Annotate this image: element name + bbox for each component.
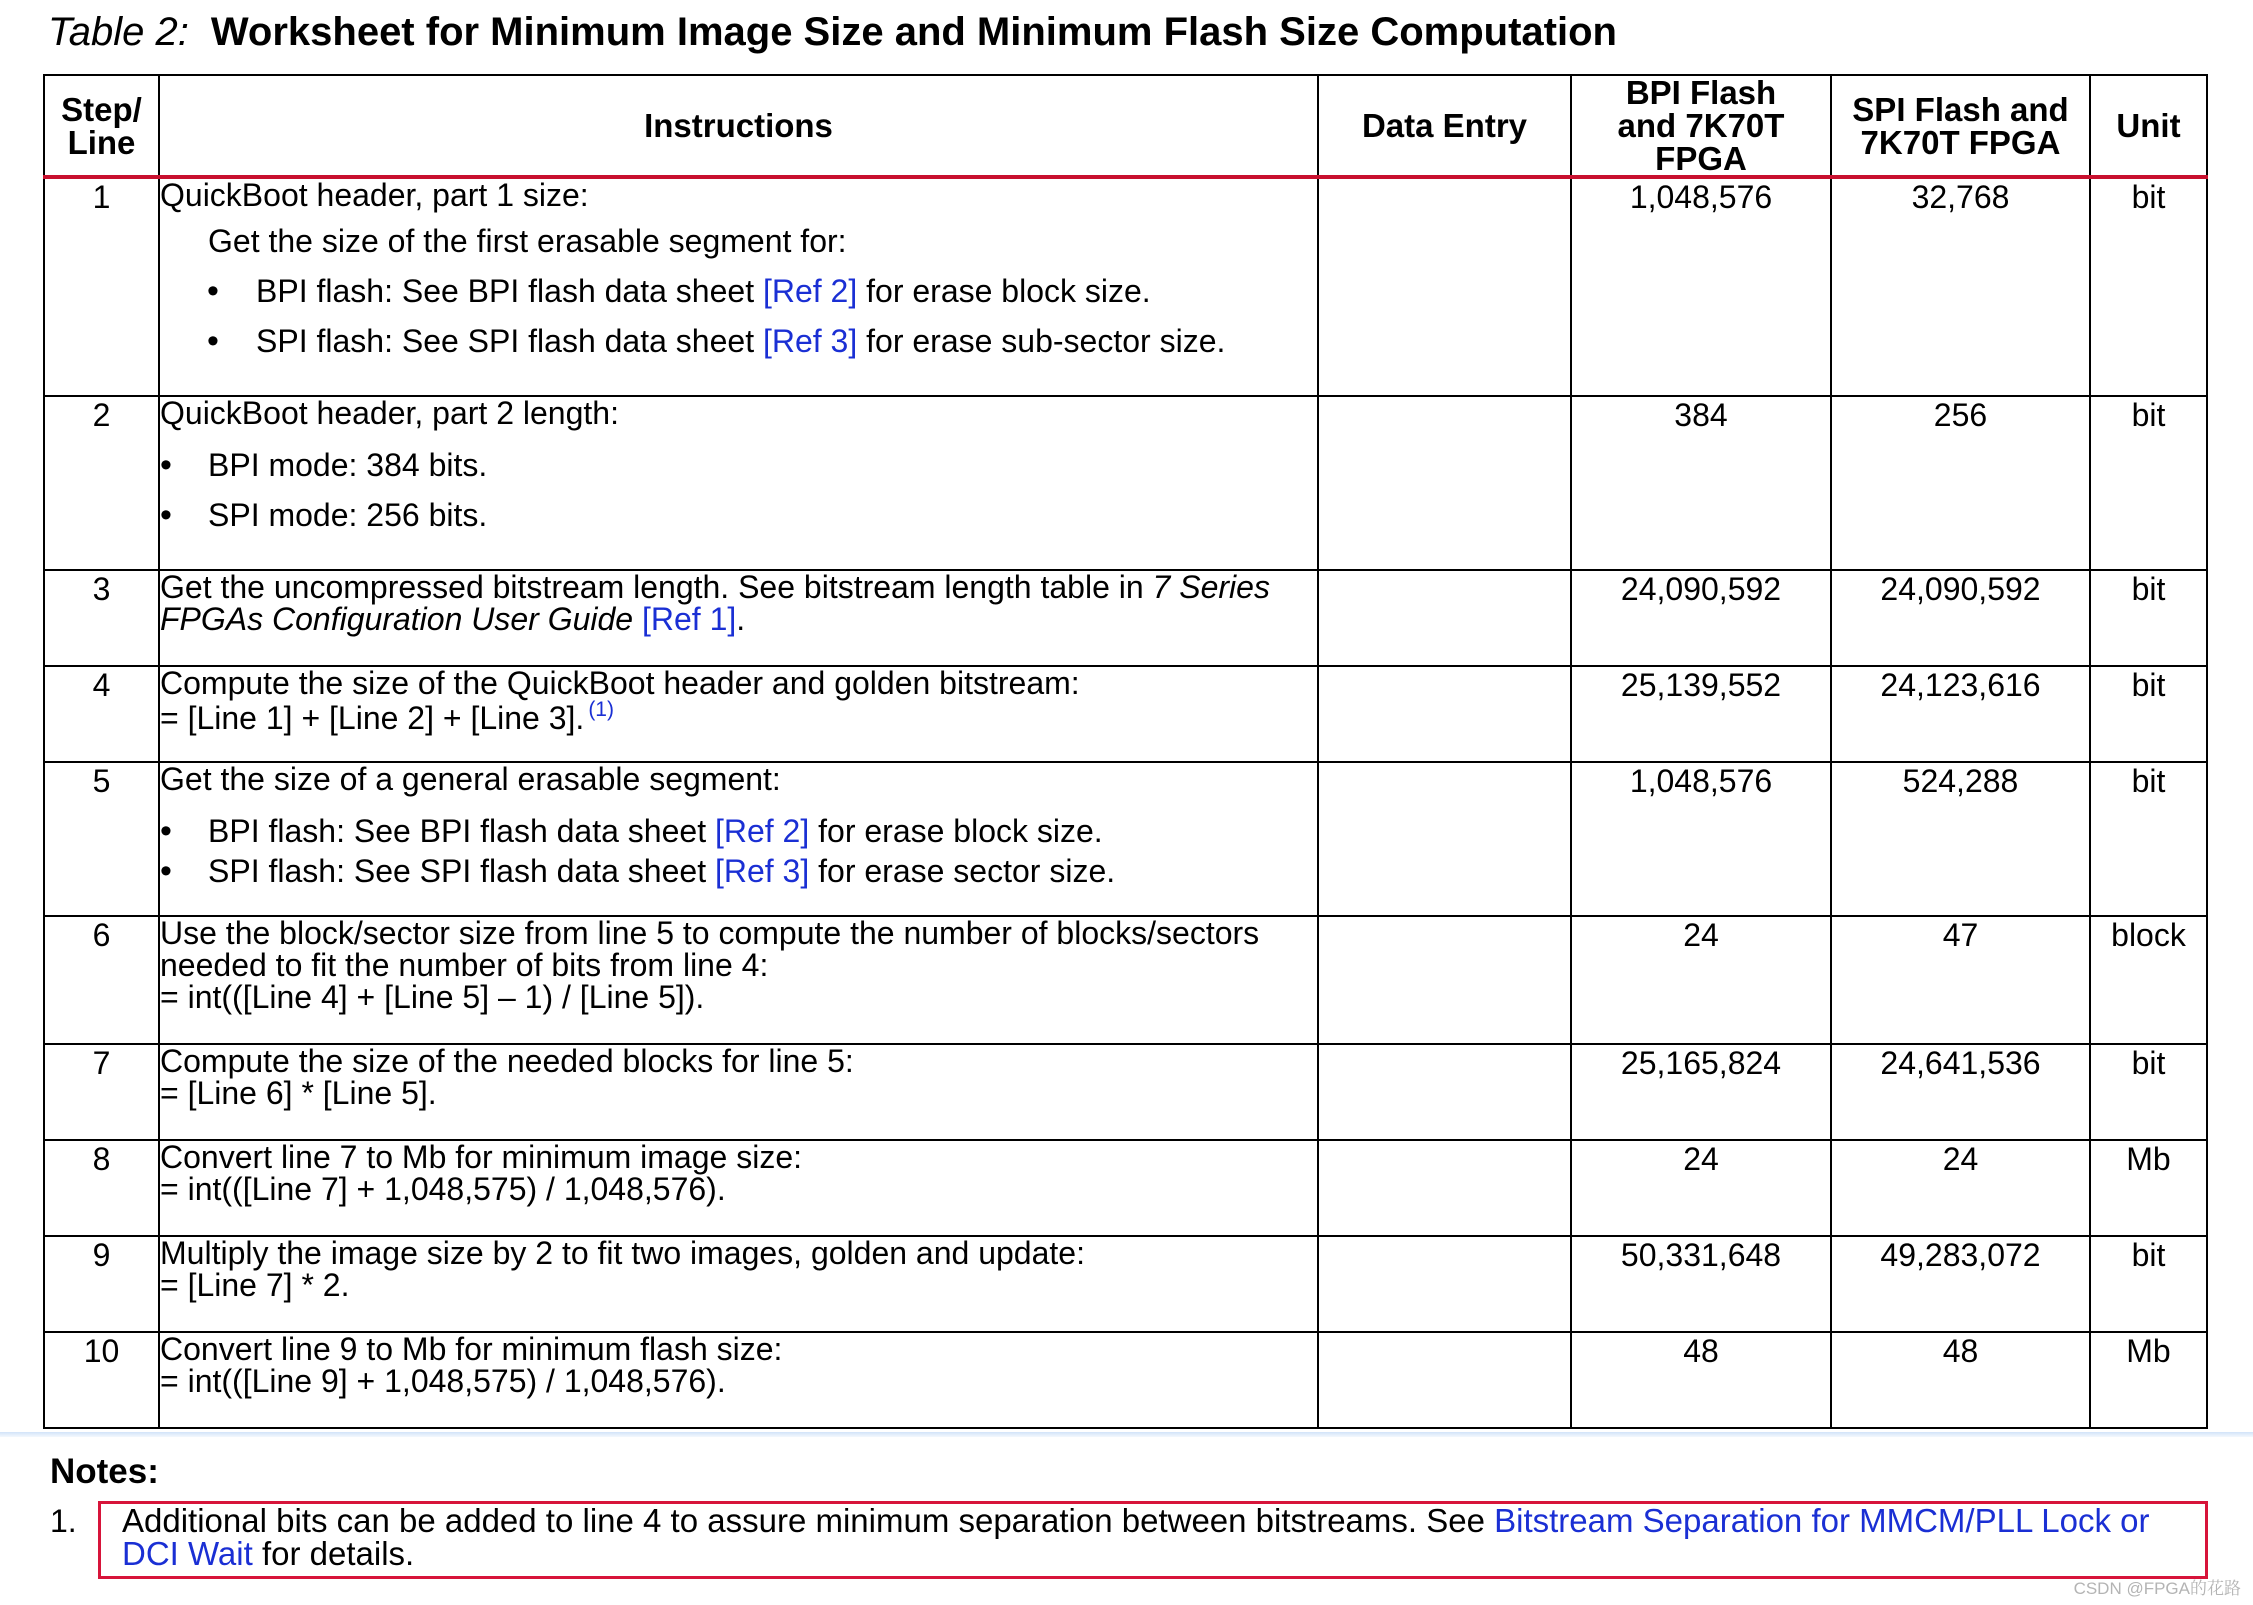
data-entry-cell[interactable] (1318, 570, 1571, 666)
data-entry-cell[interactable] (1318, 1140, 1571, 1236)
data-entry-cell[interactable] (1318, 916, 1571, 1044)
step-cell: 5 (44, 762, 159, 916)
bullet-text: for erase sector size. (809, 853, 1116, 889)
header-instructions: Instructions (159, 75, 1318, 177)
spi-value-cell: 49,283,072 (1831, 1236, 2090, 1332)
unit-cell: bit (2090, 570, 2207, 666)
table-row (44, 1044, 2207, 1140)
ref-link[interactable]: [Ref 1] (641, 601, 737, 637)
note-number: 1. (50, 1503, 77, 1539)
table-row (44, 177, 2207, 396)
header-step-line: Step/ Line (44, 75, 159, 177)
note-text (122, 1504, 2202, 1570)
bpi-value-cell: 50,331,648 (1571, 1236, 1831, 1332)
spi-value-cell: 47 (1831, 916, 2090, 1044)
bpi-value-cell: 24 (1571, 916, 1831, 1044)
table-row (44, 916, 2207, 1044)
spi-value-cell: 524,288 (1831, 762, 2090, 916)
spi-value-cell: 24,090,592 (1831, 570, 2090, 666)
bullet-item (160, 815, 1317, 847)
bullet-item (160, 275, 1317, 307)
data-entry-cell[interactable] (1318, 666, 1571, 762)
spi-value-cell: 256 (1831, 396, 2090, 570)
instruction-text: Use the block/sector size from line 5 to compute the number of blocks/sectors needed to fit the number of bits from line 4: (160, 915, 1260, 983)
table-caption (48, 10, 1617, 55)
data-entry-cell[interactable] (1318, 1044, 1571, 1140)
instructions-cell (159, 1140, 1318, 1236)
table-row (44, 1236, 2207, 1332)
formula-text: = int(([Line 4] + [Line 5] – 1) / [Line 5]). (160, 979, 705, 1015)
bullet-text: SPI flash: See SPI flash data sheet (208, 853, 715, 889)
ref-link[interactable]: [Ref 3] (762, 323, 858, 359)
bpi-value-cell: 384 (1571, 396, 1831, 570)
instruction-text: Convert line 7 to Mb for minimum image size: (160, 1139, 802, 1175)
footnote-link[interactable]: (1) (588, 698, 614, 721)
unit-cell: Mb (2090, 1140, 2207, 1236)
bpi-value-cell: 25,139,552 (1571, 666, 1831, 762)
formula-text: = int(([Line 7] + 1,048,575) / 1,048,576). (160, 1171, 726, 1207)
caption-title: Worksheet for Minimum Image Size and Minimum Flash Size Computation (210, 10, 1617, 54)
header-row (44, 75, 2207, 177)
instruction-text: Multiply the image size by 2 to fit two images, golden and update: (160, 1235, 1085, 1271)
note-text-start: Additional bits can be added to line 4 to assure minimum separation between bitstreams. See (122, 1502, 1495, 1539)
table-row (44, 1332, 2207, 1428)
formula-text: = [Line 6] * [Line 5]. (160, 1075, 437, 1111)
caption-label: Table 2: (48, 10, 189, 54)
unit-cell: Mb (2090, 1332, 2207, 1428)
ref-link[interactable]: [Ref 2] (714, 813, 810, 849)
data-entry-cell[interactable] (1318, 762, 1571, 916)
instructions-cell (159, 666, 1318, 762)
bullet-text: BPI flash: See BPI flash data sheet (208, 813, 715, 849)
step-cell: 4 (44, 666, 159, 762)
unit-cell: bit (2090, 666, 2207, 762)
bullet-text: for erase sub-sector size. (857, 323, 1226, 359)
step-cell: 1 (44, 177, 159, 396)
instructions-cell (159, 1332, 1318, 1428)
step-cell: 8 (44, 1140, 159, 1236)
section-divider (0, 1432, 2253, 1437)
spi-value-cell: 24 (1831, 1140, 2090, 1236)
watermark: CSDN @FPGA的花路 (2073, 1579, 2241, 1598)
step-cell: 10 (44, 1332, 159, 1428)
instruction-text: QuickBoot header, part 1 size: (160, 177, 589, 213)
bpi-value-cell: 48 (1571, 1332, 1831, 1428)
bullet-item (160, 325, 1317, 357)
bullet-text: BPI flash: See BPI flash data sheet (256, 273, 763, 309)
instructions-cell (159, 570, 1318, 666)
data-entry-cell[interactable] (1318, 1236, 1571, 1332)
bpi-value-cell: 24 (1571, 1140, 1831, 1236)
section-link[interactable]: Bitstream Separation for MMCM/PLL Lock or DCI Wait (122, 1502, 2150, 1572)
formula-text: = int(([Line 9] + 1,048,575) / 1,048,576). (160, 1363, 726, 1399)
instructions-cell (159, 1044, 1318, 1140)
header-unit: Unit (2090, 75, 2207, 177)
instruction-text: Get the uncompressed bitstream length. See bitstream length table in (160, 569, 1153, 605)
ref-link[interactable]: [Ref 2] (762, 273, 858, 309)
bullet-text: for erase block size. (857, 273, 1151, 309)
note-text-end: for details. (252, 1535, 415, 1572)
bullet-text: SPI flash: See SPI flash data sheet (256, 323, 763, 359)
instruction-text: Compute the size of the QuickBoot header and golden bitstream: (160, 665, 1080, 701)
table-row (44, 762, 2207, 916)
instructions-cell (159, 1236, 1318, 1332)
data-entry-cell[interactable] (1318, 177, 1571, 396)
header-spi-flash: SPI Flash and 7K70T FPGA (1831, 75, 2090, 177)
instruction-text: . (736, 601, 746, 637)
instructions-cell (159, 916, 1318, 1044)
table-row (44, 570, 2207, 666)
spi-value-cell: 24,641,536 (1831, 1044, 2090, 1140)
unit-cell: bit (2090, 1236, 2207, 1332)
worksheet-table (43, 74, 2208, 1429)
spi-value-cell: 32,768 (1831, 177, 2090, 396)
instruction-subtext: Get the size of the first erasable segment for: (208, 223, 847, 259)
instruction-text: Convert line 9 to Mb for minimum flash size: (160, 1331, 783, 1367)
bullet-item (160, 855, 1317, 887)
header-bpi-flash: BPI Flash and 7K70T FPGA (1571, 75, 1831, 177)
step-cell: 2 (44, 396, 159, 570)
instruction-text: Get the size of a general erasable segment: (160, 761, 781, 797)
unit-cell: block (2090, 916, 2207, 1044)
formula-text: = [Line 1] + [Line 2] + [Line 3]. (160, 700, 585, 736)
step-cell: 3 (44, 570, 159, 666)
step-cell: 7 (44, 1044, 159, 1140)
instruction-text: QuickBoot header, part 2 length: (160, 395, 619, 431)
bpi-value-cell: 24,090,592 (1571, 570, 1831, 666)
data-entry-cell[interactable] (1318, 1332, 1571, 1428)
unit-cell: bit (2090, 762, 2207, 916)
instructions-cell (159, 396, 1318, 570)
bullet-text: for erase block size. (809, 813, 1103, 849)
bpi-value-cell: 25,165,824 (1571, 1044, 1831, 1140)
table-row (44, 666, 2207, 762)
unit-cell: bit (2090, 177, 2207, 396)
notes-heading: Notes: (50, 1452, 159, 1491)
bpi-value-cell: 1,048,576 (1571, 177, 1831, 396)
bpi-value-cell: 1,048,576 (1571, 762, 1831, 916)
instruction-text: Compute the size of the needed blocks for line 5: (160, 1043, 854, 1079)
ref-link[interactable]: [Ref 3] (714, 853, 810, 889)
table-row (44, 396, 2207, 570)
spi-value-cell: 24,123,616 (1831, 666, 2090, 762)
data-entry-cell[interactable] (1318, 396, 1571, 570)
unit-cell: bit (2090, 396, 2207, 570)
unit-cell: bit (2090, 1044, 2207, 1140)
instructions-cell (159, 762, 1318, 916)
header-data-entry: Data Entry (1318, 75, 1571, 177)
bullet-item: • SPI mode: 256 bits. (160, 499, 1317, 531)
step-cell: 9 (44, 1236, 159, 1332)
formula-text: = [Line 7] * 2. (160, 1267, 350, 1303)
formula-line (160, 699, 1317, 734)
spi-value-cell: 48 (1831, 1332, 2090, 1428)
document-title-italic: 7 Series FPGAs Configuration User Guide (160, 569, 1270, 637)
table-row (44, 1140, 2207, 1236)
bullet-item: • BPI mode: 384 bits. (160, 449, 1317, 481)
step-cell: 6 (44, 916, 159, 1044)
instructions-cell (159, 177, 1318, 396)
